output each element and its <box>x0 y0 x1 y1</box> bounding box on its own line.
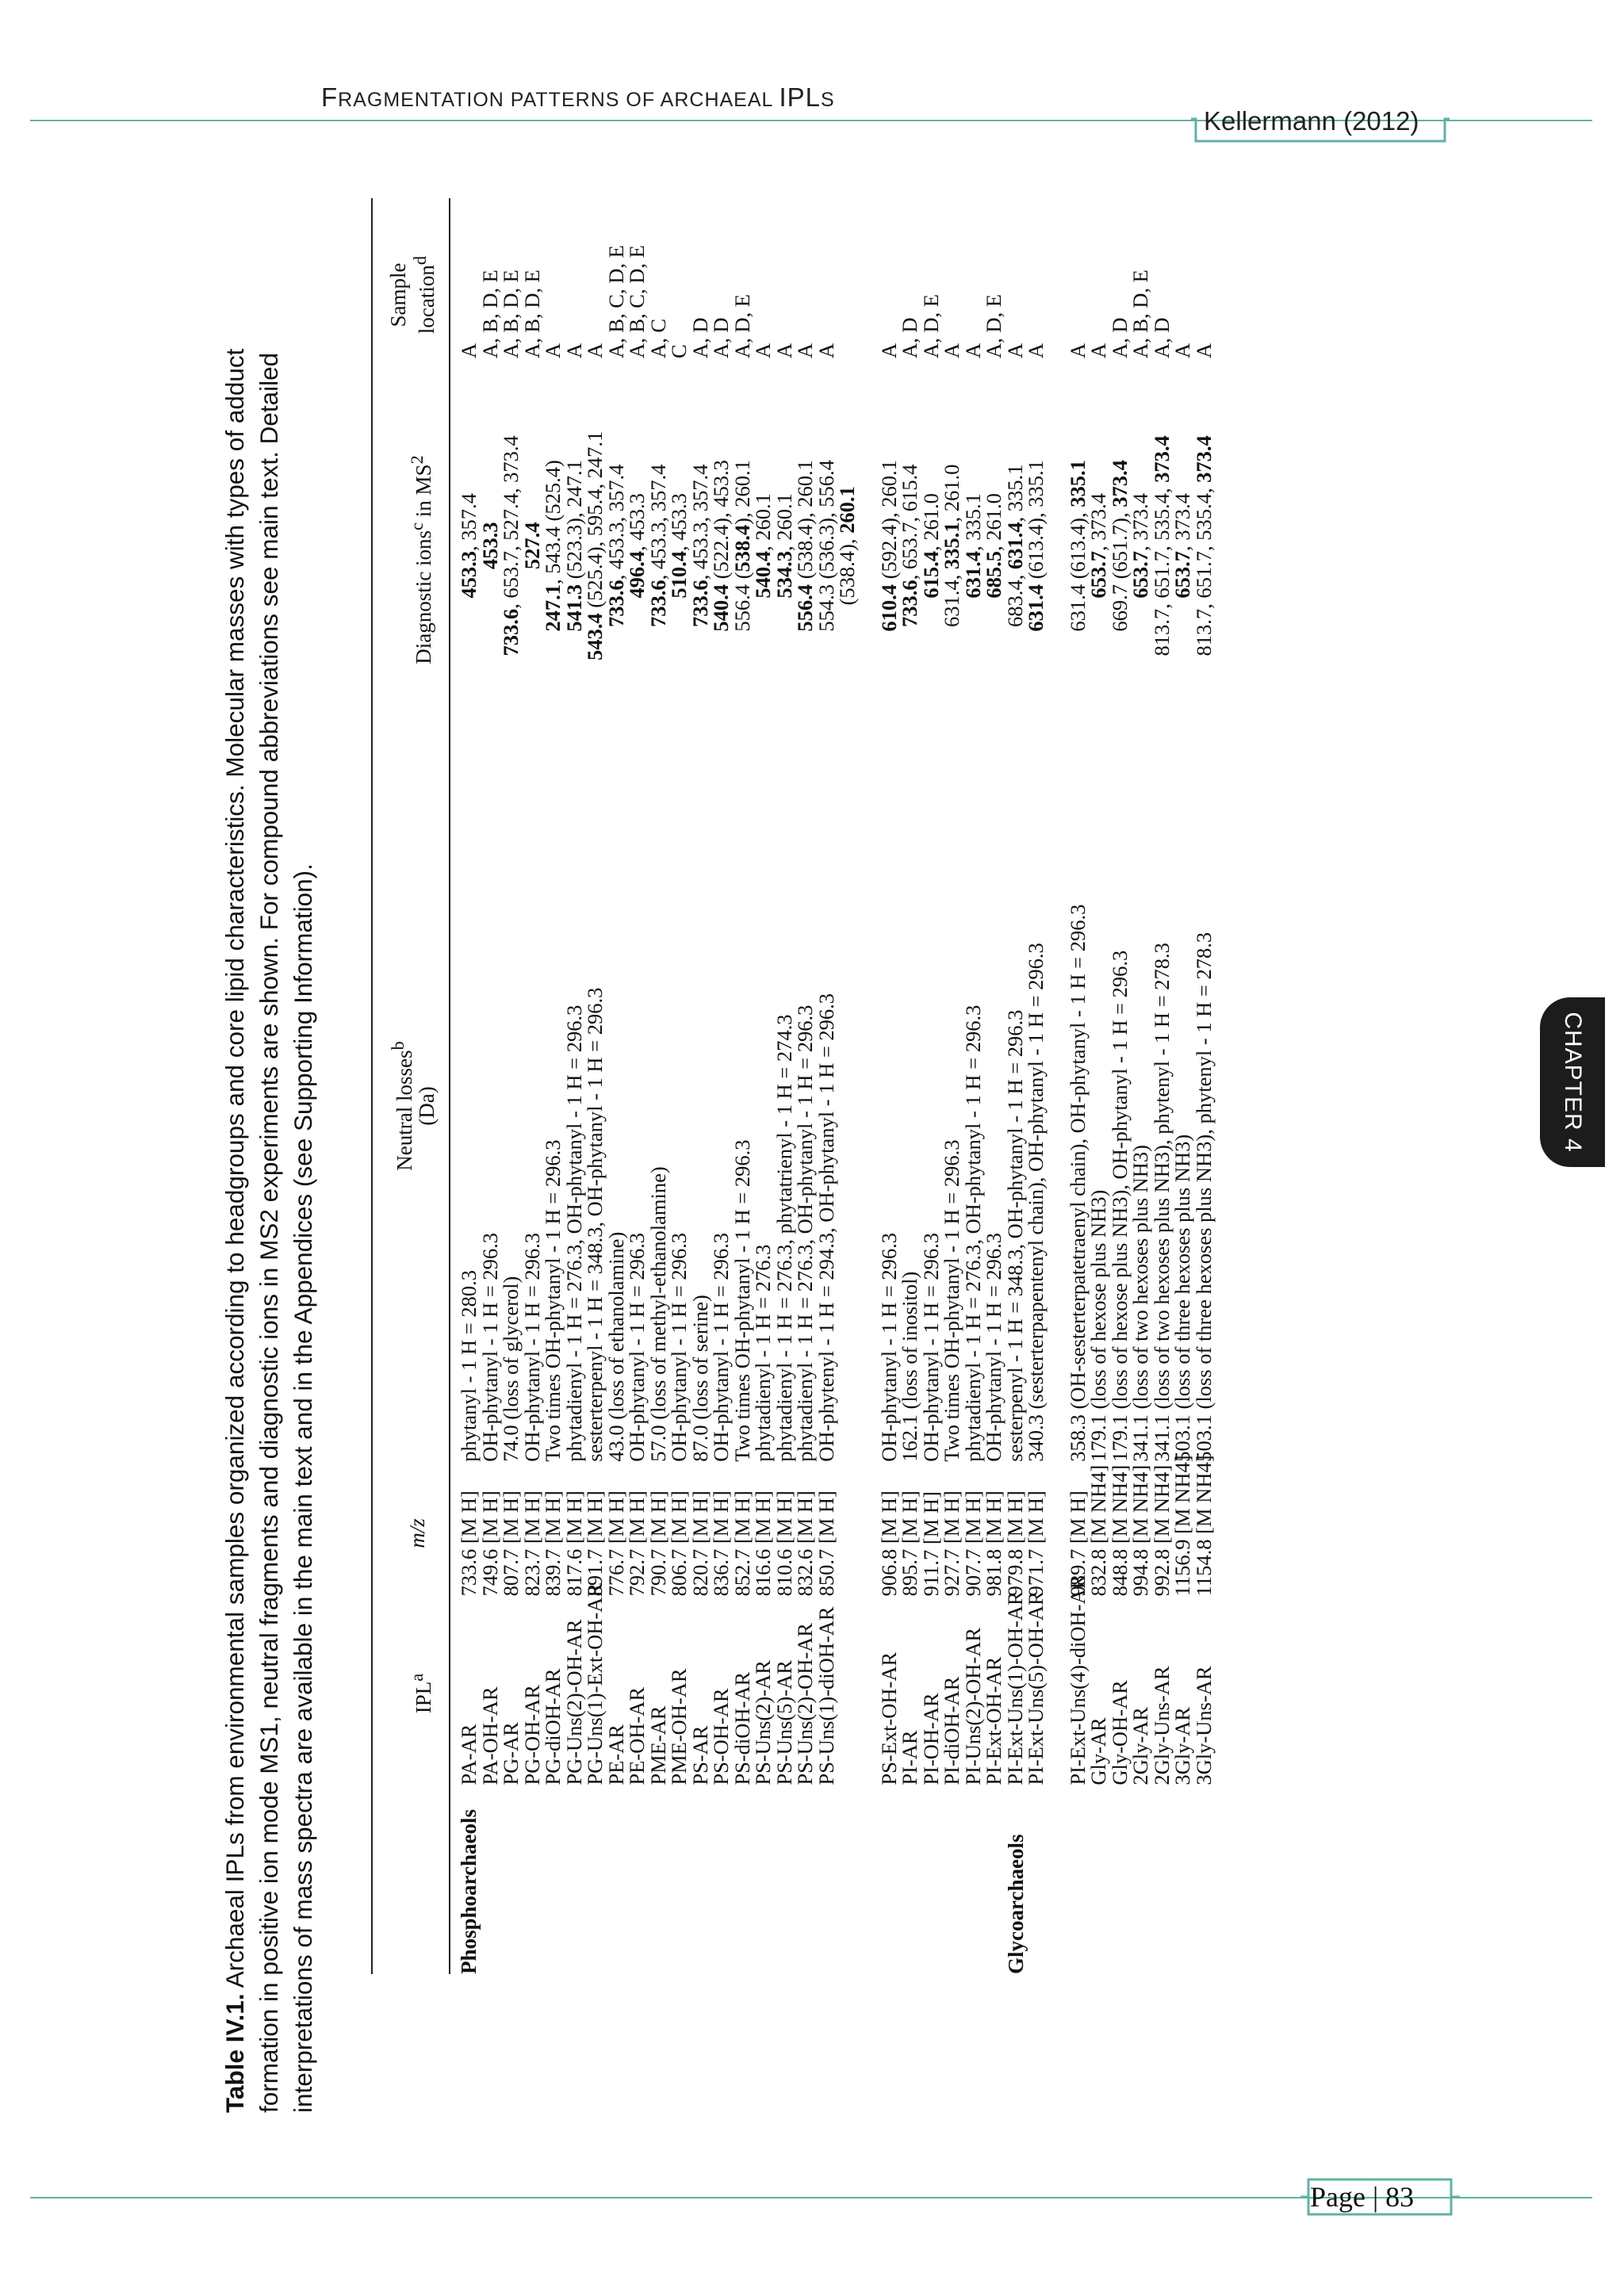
table-row: PA-OH-AR 749.6 [M H] OH-phytanyl - 1 H = 296.3 453.3 A, B, D, E <box>477 270 502 1785</box>
table-row: PA-AR 733.6 [M H] phytanyl - 1 H = 280.3 453.3, 357.4 A <box>457 342 481 1785</box>
table-row: PG-OH-AR 823.7 [M H] OH-phytanyl - 1 H = 296.3 527.4 A, B, D, E <box>519 270 544 1785</box>
col-header-sample-location: Sample location$^d$ <box>386 255 439 335</box>
col-header-neutral-losses: Neutral losses$^b$ (Da) <box>388 1041 439 1171</box>
running-header-title: FRAGMENTATION PATTERNS OF ARCHAEAL IPLS <box>321 82 835 112</box>
col-header-diagnostic-ions: Diagnostic ions$^c$ in $MS^2$ <box>407 455 435 664</box>
ipl-table <box>458 198 1214 1974</box>
chapter-tab <box>1540 997 1605 1167</box>
table-caption <box>218 250 320 2113</box>
table-row: PI-diOH-AR 927.7 [M H] Two times OH-phytanyl - 1 H = 296.3 631.4, 335.1, 261.0 A <box>940 342 963 1785</box>
table-row: PG-Uns(1)-Ext-OH-AR 891.7 [M H] sesterterpenyl - 1 H = 348.3, OH-phytanyl - 1 H = 296.3 543.4 (525.4), 595.4, 247.1 A <box>583 342 607 1785</box>
table-row: PG-AR 807.7 [M H] 74.0 (loss of glycerol) 733.6, 653.7, 527.4, 373.4 A, B, D, E <box>499 270 523 1785</box>
table-row: PI-Ext-Uns(5)-OH-AR 971.7 [M H] 340.3 (sesterterpapentenyl chain), OH-phytanyl - 1 H = 296.3 631.4 (613.4), 335.1 A <box>1024 342 1048 1785</box>
rotated-table-page <box>198 182 1515 2208</box>
table-row: PS-Uns(2)-AR 816.6 [M H] phytadienyl - 1 H = 276.3 540.4, 260.1 A <box>751 342 775 1785</box>
table-row: PI-Ext-OH-AR 981.8 [M H] OH-phytanyl - 1 H = 296.3 685.5, 261.0 A, D, E <box>982 294 1005 1785</box>
table-row: PS-Uns(1)-diOH-AR 850.7 [M H] OH-phytenyl - 1 H = 294.3, OH-phytanyl - 1 H = 296.3 554.3 (536.3), 556.4 (538.4), 260.1 A <box>814 342 859 1785</box>
table-row: PS-diOH-AR 852.7 [M H] Two times OH-phytanyl - 1 H = 296.3 556.4 (538.4), 260.1 A, D, E <box>730 294 754 1785</box>
table-row: PS-Uns(2)-OH-AR 832.6 [M H] phytadienyl - 1 H = 276.3, OH-phytanyl - 1 H = 296.3 556.4 (538.4), 260.1 A <box>793 342 817 1785</box>
table-row: 2Gly-Uns-AR 992.8 [M NH4] 341.1 (loss of two hexoses plus NH3), phytenyl - 1 H = 278.3 813.7, 651.7, 535.4, 373.4 A, D <box>1149 317 1174 1785</box>
category-glycoarchaeols: Glycoarchaeols <box>1004 1834 1028 1974</box>
table-row: 3Gly-Uns-AR 1154.8 [M NH4] 503.1 (loss of three hexoses plus NH3), phytenyl - 1 H = 278.3 813.7, 651.7, 535.4, 373.4 A <box>1191 342 1216 1785</box>
running-header-author: Kellermann (2012) <box>1204 106 1419 136</box>
table-row: PG-Uns(2)-OH-AR 817.6 [M H] phytadienyl - 1 H = 276.3, OH-phytanyl - 1 H = 296.3 541.3 (523.3), 247.1 A <box>561 342 586 1785</box>
table-row: PE-AR 776.7 [M H] 43.0 (loss of ethanolamine) 733.6, 453.3, 357.4 A, B, C, D, E <box>603 245 628 1785</box>
chapter-tab-label: CHAPTER 4 <box>1560 1012 1586 1153</box>
table-row: PI-OH-AR 911.7 [M H] OH-phytanyl - 1 H = 296.3 615.4, 261.0 A, D, E <box>918 294 943 1785</box>
table-row: PI-AR 895.7 [M H] 162.1 (loss of inositol) 733.6, 653.7, 615.4 A, D <box>898 317 921 1785</box>
table-row: PS-Ext-OH-AR 906.8 [M H] OH-phytanyl - 1 H = 296.3 610.4 (592.4), 260.1 A <box>876 342 901 1785</box>
col-header-mz: m/z <box>405 1518 429 1548</box>
table-row: PG-diOH-AR 839.7 [M H] Two times OH-phytanyl - 1 H = 296.3 247.1, 543.4 (525.4) A <box>541 342 565 1785</box>
table-row: PS-AR 820.7 [M H] 87.0 (loss of serine) 733.6, 453.3, 357.4 A, D <box>688 317 712 1785</box>
table-row: 2Gly-AR 994.8 [M NH4] 341.1 (loss of two hexoses plus NH3) 653.7, 373.4 A, B, D, E <box>1128 270 1152 1785</box>
col-header-ipl: IPL$^a$ <box>407 1673 435 1714</box>
table-row: Gly-OH-AR 848.8 [M NH4] 179.1 (loss of hexose plus NH3), OH-phytanyl - 1 H = 296.3 669.7 (651.7), 373.4 A, D <box>1107 317 1132 1785</box>
table-row: PI-Ext-Uns(4)-diOH-AR 989.7 [M H] 358.3 (OH-sesterterpatetraenyl chain), OH-phytanyl - 1 H = 296.3 631.4 (613.4), 335.1 A <box>1065 342 1090 1785</box>
category-phosphoarchaeols: Phosphoarchaeols <box>457 1808 481 1974</box>
table-caption-text: Archaeal IPLs from environmental samples organized according to headgroups and core lipid characteristics. Molecular masses with types of adduct formation in positive ion mode MS1, neutral fragments and diagnostic ions in MS2 experiments are shown. For compound abbreviations see main text. Detailed interpretations of mass spectra are available in the main text and in the Appendices (see Supporting Information). <box>220 348 317 2113</box>
table-top-rule <box>371 198 373 1974</box>
table-row: Gly-AR 832.8 [M NH4] 179.1 (loss of hexose plus NH3) 653.7, 373.4 A <box>1086 342 1110 1785</box>
table-row: PI-Ext-Uns(1)-OH-AR 979.8 [M H] sesterpenyl - 1 H = 348.3, OH-phytanyl - 1 H = 296.3 683.4, 631.4, 335.1 A <box>1002 342 1027 1785</box>
table-row: PME-OH-AR 806.7 [M H] OH-phytanyl - 1 H = 296.3 510.4, 453.3 C <box>667 344 691 1785</box>
table-row: PE-OH-AR 792.7 [M H] OH-phytanyl - 1 H = 296.3 496.4, 453.3 A, B, C, D, E <box>625 245 649 1785</box>
table-row: PI-Uns(2)-OH-AR 907.7 [M H] phytadienyl - 1 H = 276.3, OH-phytanyl - 1 H = 296.3 631.4, 335.1 A <box>960 342 985 1785</box>
table-caption-label: Table IV.1. <box>220 1993 249 2113</box>
table-header-rule <box>449 198 450 1974</box>
table-row: 3Gly-AR 1156.9 [M NH4] 503.1 (loss of three hexoses plus NH3) 653.7, 373.4 A <box>1170 342 1194 1785</box>
page-number: Page | 83 <box>1310 2181 1415 2213</box>
table-row: PS-OH-AR 836.7 [M H] OH-phytanyl - 1 H = 296.3 540.4 (522.4), 453.3 A, D <box>709 317 733 1785</box>
table-row: PS-Uns(5)-AR 810.6 [M H] phytadienyl - 1 H = 276.3, phytatrienyl - 1 H = 274.3 534.3, 260.1 A <box>772 342 796 1785</box>
table-row: PME-AR 790.7 [M H] 57.0 (loss of methyl-ethanolamine) 733.6, 453.3, 357.4 A, C <box>645 318 670 1785</box>
